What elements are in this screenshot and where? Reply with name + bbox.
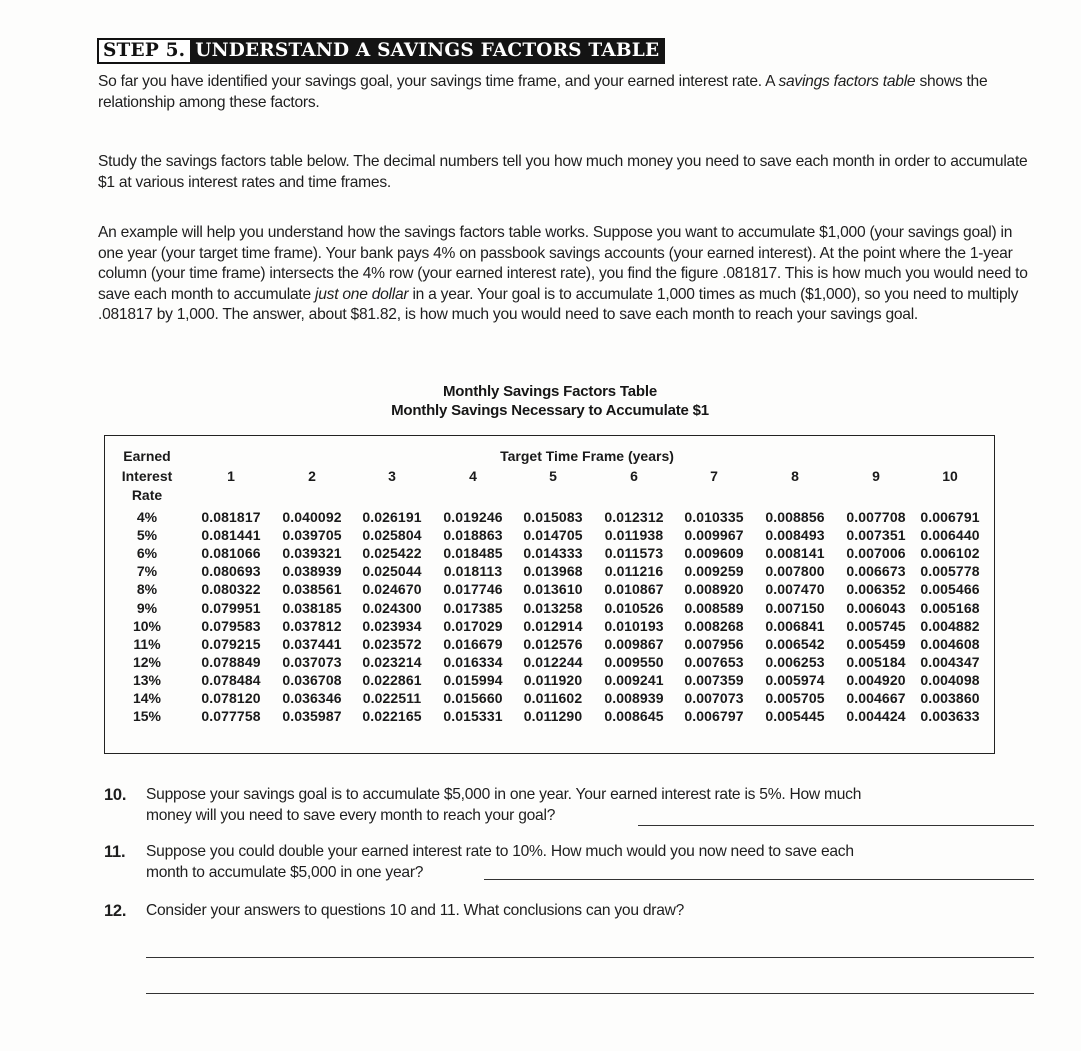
table-cell: 0.080693 — [201, 563, 261, 580]
table-cell: 0.008589 — [684, 599, 744, 616]
example-paragraph — [98, 223, 1033, 326]
column-header-year-6: 6 — [630, 468, 638, 484]
row-header-rate: Rate — [131, 487, 163, 503]
table-cell: 0.010193 — [604, 617, 664, 634]
table-cell: 0.022165 — [362, 708, 422, 725]
table-cell: 0.007653 — [684, 653, 744, 670]
table-cell: 0.019246 — [443, 509, 503, 525]
table-cell: 0.004667 — [846, 690, 906, 706]
table-cell: 0.010867 — [604, 581, 664, 598]
table-cell: 0.009967 — [684, 527, 744, 544]
table-cell: 0.078484 — [201, 671, 261, 688]
table-cell: 0.079215 — [201, 635, 261, 652]
table-cell: 0.022511 — [362, 690, 422, 706]
table-cell: 0.040092 — [282, 509, 342, 525]
table-cell: 0.008141 — [765, 545, 825, 562]
table-cell: 0.004424 — [846, 708, 906, 725]
row-rate-label: 15% — [132, 708, 162, 725]
table-cell: 0.016334 — [443, 653, 503, 670]
answer-line-question-10[interactable] — [638, 825, 1034, 826]
table-cell: 0.009609 — [684, 545, 744, 562]
table-cell: 0.007359 — [684, 671, 744, 688]
table-cell: 0.038185 — [282, 599, 342, 616]
table-cell: 0.024670 — [362, 581, 422, 598]
example-text: in a year. Your goal is to accumulate 1,000 times as much ($1,000), so you need to multiply .081817 by 1,000. The answer, about $81.82, is how much you would need to save each month to reach your savings goal. — [98, 285, 1019, 324]
table-cell: 0.011938 — [604, 527, 664, 544]
table-cell: 0.008856 — [765, 509, 825, 525]
table-cell: 0.012312 — [604, 509, 664, 525]
table-cell: 0.015994 — [443, 671, 503, 688]
table-cell: 0.006797 — [684, 708, 744, 725]
column-header-year-2: 2 — [308, 468, 316, 484]
table-cell: 0.018113 — [443, 563, 503, 580]
column-group-label: Target Time Frame (years) — [500, 448, 674, 464]
table-cell: 0.009241 — [604, 671, 664, 688]
table-cell: 0.038561 — [282, 581, 342, 598]
table-cell: 0.013258 — [523, 599, 583, 616]
table-cell: 0.036708 — [282, 671, 342, 688]
table-cell: 0.011216 — [604, 563, 664, 580]
intro-paragraph-2: Study the savings factors table below. The decimal numbers tell you how much money you need to save each month in order to accumulate $1 at various interest rates and time frames. — [98, 153, 1028, 191]
row-rate-label: 4% — [136, 509, 158, 525]
row-rate-label: 13% — [132, 671, 162, 688]
table-cell: 0.081817 — [201, 509, 261, 525]
table-cell: 0.018863 — [443, 527, 503, 544]
column-header-year-10: 10 — [942, 468, 958, 484]
table-cell: 0.039705 — [282, 527, 342, 544]
column-header-year-7: 7 — [710, 468, 718, 484]
intro-paragraph-1 — [98, 72, 1033, 113]
table-cell: 0.012914 — [523, 617, 583, 634]
row-rate-label: 8% — [136, 581, 158, 598]
table-cell: 0.009550 — [604, 653, 664, 670]
table-cell: 0.005778 — [920, 563, 980, 580]
table-cell: 0.008939 — [604, 690, 664, 706]
table-cell: 0.015331 — [443, 708, 503, 725]
table-cell: 0.006440 — [920, 527, 980, 544]
table-cell: 0.005459 — [846, 635, 906, 652]
row-header-interest: Interest — [121, 468, 173, 484]
table-cell: 0.006253 — [765, 653, 825, 670]
row-rate-label: 9% — [136, 599, 158, 616]
table-cell: 0.025422 — [362, 545, 422, 562]
table-cell: 0.006841 — [765, 617, 825, 634]
table-cell: 0.012244 — [523, 653, 583, 670]
table-cell: 0.006102 — [920, 545, 980, 562]
table-cell: 0.009259 — [684, 563, 744, 580]
table-cell: 0.023572 — [362, 635, 422, 652]
table-cell: 0.013968 — [523, 563, 583, 580]
table-cell: 0.010335 — [684, 509, 744, 525]
table-cell: 0.007956 — [684, 635, 744, 652]
table-cell: 0.011920 — [523, 671, 583, 688]
section-title: UNDERSTAND A SAVINGS FACTORS TABLE — [190, 38, 665, 64]
row-rate-label: 7% — [136, 563, 158, 580]
table-cell: 0.006673 — [846, 563, 906, 580]
question-number: 10. — [104, 786, 127, 804]
table-cell: 0.018485 — [443, 545, 503, 562]
row-rate-label: 12% — [132, 653, 162, 670]
table-cell: 0.016679 — [443, 635, 503, 652]
question-text-line1: Suppose you could double your earned interest rate to 10%. How much would you now need to save each — [146, 843, 854, 860]
answer-line-question-11[interactable] — [484, 879, 1034, 880]
table-cell: 0.003860 — [920, 690, 980, 706]
table-cell: 0.015660 — [443, 690, 503, 706]
question-number: 11. — [104, 843, 126, 861]
table-cell: 0.005466 — [920, 581, 980, 598]
column-header-year-1: 1 — [227, 468, 235, 484]
table-cell: 0.007006 — [846, 545, 906, 562]
table-cell: 0.005705 — [765, 690, 825, 706]
table-cell: 0.004347 — [920, 653, 980, 670]
table-cell: 0.004920 — [846, 671, 906, 688]
row-rate-label: 6% — [136, 545, 158, 562]
question-text-line1: Consider your answers to questions 10 and 11. What conclusions can you draw? — [146, 902, 685, 919]
table-cell: 0.005445 — [765, 708, 825, 725]
table-cell: 0.025804 — [362, 527, 422, 544]
table-cell: 0.081066 — [201, 545, 261, 562]
table-cell: 0.006043 — [846, 599, 906, 616]
step-label: STEP 5. — [97, 38, 190, 64]
table-cell: 0.011602 — [523, 690, 583, 706]
table-cell: 0.081441 — [201, 527, 261, 544]
answer-line-question-12-b[interactable] — [146, 993, 1034, 994]
table-cell: 0.014333 — [523, 545, 583, 562]
table-cell: 0.024300 — [362, 599, 422, 616]
column-header-year-5: 5 — [549, 468, 557, 484]
row-header-earned: Earned — [123, 448, 171, 464]
question-text-line2: month to accumulate $5,000 in one year? — [146, 864, 424, 881]
table-cell: 0.025044 — [362, 563, 422, 580]
table-cell: 0.007351 — [846, 527, 906, 544]
table-cell: 0.007800 — [765, 563, 825, 580]
table-cell: 0.078849 — [201, 653, 261, 670]
table-cell: 0.037073 — [282, 653, 342, 670]
question-number: 12. — [104, 902, 127, 920]
table-cell: 0.013610 — [523, 581, 583, 598]
table-cell: 0.017746 — [443, 581, 503, 598]
column-header-year-3: 3 — [388, 468, 396, 484]
table-cell: 0.078120 — [201, 690, 261, 706]
example-text: An example will help you understand how the savings factors table works. Suppose you want to accumulate $1,000 (your savings goal) in one year (your target time frame). Your bank pays 4% on passbook savings accounts (your earned interest). At the point where the 1-year column (your time frame) intersects the 4% row (your earned interest rate), you find the figure .081817. This is how much you would need to save each month to accumulate — [98, 224, 1028, 303]
table-cell: 0.080322 — [201, 581, 261, 598]
table-cell: 0.008645 — [604, 708, 664, 725]
table-cell: 0.038939 — [282, 563, 342, 580]
table-cell: 0.004882 — [920, 617, 980, 634]
table-cell: 0.079951 — [201, 599, 261, 616]
table-cell: 0.004608 — [920, 635, 980, 652]
table-cell: 0.010526 — [604, 599, 664, 616]
column-header-year-9: 9 — [872, 468, 880, 484]
table-cell: 0.006352 — [846, 581, 906, 598]
table-cell: 0.037441 — [282, 635, 342, 652]
question-text-line2: money will you need to save every month to reach your goal? — [146, 807, 556, 824]
table-cell: 0.012576 — [523, 635, 583, 652]
table-cell: 0.003633 — [920, 708, 980, 725]
table-cell: 0.035987 — [282, 708, 342, 725]
table-cell: 0.017029 — [443, 617, 503, 634]
table-cell: 0.004098 — [920, 671, 980, 688]
table-cell: 0.005168 — [920, 599, 980, 616]
table-cell: 0.011290 — [523, 708, 583, 725]
table-cell: 0.008493 — [765, 527, 825, 544]
table-cell: 0.036346 — [282, 690, 342, 706]
row-rate-label: 5% — [136, 527, 158, 544]
table-cell: 0.017385 — [443, 599, 503, 616]
table-cell: 0.008920 — [684, 581, 744, 598]
table-cell: 0.005974 — [765, 671, 825, 688]
table-cell: 0.006542 — [765, 635, 825, 652]
intro-text: shows the relationship among these factors. — [98, 73, 988, 111]
table-cell: 0.014705 — [523, 527, 583, 544]
table-caption-subtitle: Monthly Savings Necessary to Accumulate $1 — [391, 402, 709, 419]
table-cell: 0.007150 — [765, 599, 825, 616]
table-cell: 0.005184 — [846, 653, 906, 670]
question-12 — [104, 901, 1034, 925]
table-cell: 0.026191 — [362, 509, 422, 525]
intro-emphasis: savings factors table — [778, 73, 916, 90]
question-text-line1: Suppose your savings goal is to accumulate $5,000 in one year. Your earned interest rate is 5%. How much — [146, 786, 862, 803]
column-header-year-4: 4 — [469, 468, 477, 484]
table-cell: 0.077758 — [201, 708, 261, 725]
table-cell: 0.007073 — [684, 690, 744, 706]
table-cell: 0.037812 — [282, 617, 342, 634]
row-rate-label: 10% — [132, 617, 162, 634]
intro-text: So far you have identified your savings goal, your savings time frame, and your earned interest rate. A — [98, 73, 779, 90]
table-cell: 0.005745 — [846, 617, 906, 634]
table-caption-title: Monthly Savings Factors Table — [443, 383, 657, 400]
table-cell: 0.023214 — [362, 653, 422, 670]
table-cell: 0.011573 — [604, 545, 664, 562]
table-cell: 0.009867 — [604, 635, 664, 652]
table-cell: 0.008268 — [684, 617, 744, 634]
table-cell: 0.079583 — [201, 617, 261, 634]
answer-line-question-12-a[interactable] — [146, 957, 1034, 958]
table-cell: 0.022861 — [362, 671, 422, 688]
row-rate-label: 11% — [133, 635, 161, 652]
table-cell: 0.023934 — [362, 617, 422, 634]
table-cell: 0.007470 — [765, 581, 825, 598]
question-10 — [104, 785, 1034, 829]
table-cell: 0.015083 — [523, 509, 583, 525]
table-cell: 0.007708 — [846, 509, 906, 525]
table-cell: 0.039321 — [282, 545, 342, 562]
row-rate-label: 14% — [132, 690, 162, 706]
column-header-year-8: 8 — [791, 468, 799, 484]
section-header — [97, 38, 665, 64]
table-cell: 0.006791 — [920, 509, 980, 525]
example-emphasis: just one dollar — [315, 285, 409, 303]
